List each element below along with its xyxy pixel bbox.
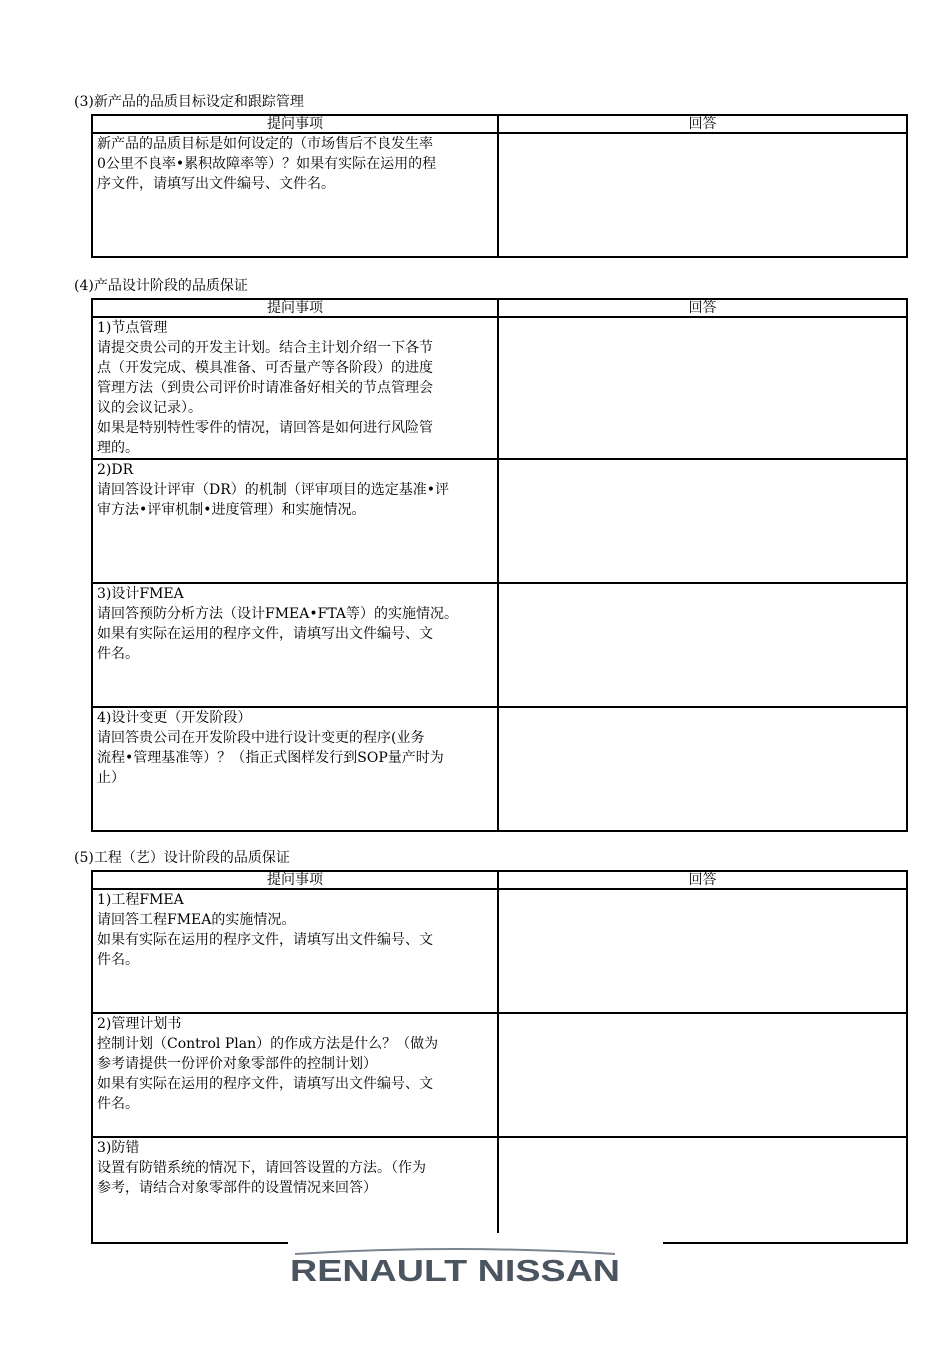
section-title-4: (4)产品设计阶段的品质保证: [74, 278, 248, 294]
question-header: 提问事项: [92, 115, 498, 133]
table-row: [92, 889, 907, 1013]
question-header: 提问事项: [92, 871, 498, 889]
qa-table-3: [91, 114, 908, 258]
table-header-row: [92, 871, 907, 889]
table-header-row: [92, 115, 907, 133]
answer-cell[interactable]: [498, 889, 907, 1013]
table-row: [92, 1013, 907, 1137]
answer-cell[interactable]: [498, 317, 907, 459]
logo-text: RENAULT NISSAN: [290, 1253, 620, 1288]
table-row: [92, 317, 907, 459]
answer-cell[interactable]: [498, 1013, 907, 1137]
answer-cell[interactable]: [498, 1137, 907, 1243]
table-row: [92, 583, 907, 707]
section-title-5: (5)工程（艺）设计阶段的品质保证: [74, 850, 290, 866]
question-header: 提问事项: [92, 299, 498, 317]
question-cell: 1)节点管理 请提交贵公司的开发主计划。结合主计划介绍一下各节 点（开发完成、模具准备、可否量产等各阶段）的进度 管理方法（到贵公司评价时请准备好相关的节点管理会 议的会议记录）。 如果是特别特性零件的情况，请回答是如何进行风险管 理的。: [92, 317, 498, 459]
table-row: [92, 459, 907, 583]
answer-header: 回答: [498, 115, 907, 133]
question-cell: 1)工程FMEA 请回答工程FMEA的实施情况。 如果有实际在运用的程序文件，请填写出文件编号、文 件名。: [92, 889, 498, 1013]
table-row: [92, 707, 907, 831]
answer-header: 回答: [498, 299, 907, 317]
qa-table-5: [91, 870, 908, 1244]
question-cell: 3)防错 设置有防错系统的情况下，请回答设置的方法。（作为 参考，请结合对象零部件的设置情况来回答）: [92, 1137, 498, 1243]
question-cell: 2)管理计划书 控制计划（Control Plan）的作成方法是什么？（做为 参考请提供一份评价对象零部件的控制计划） 如果有实际在运用的程序文件，请填写出文件编号、文 件名。: [92, 1013, 498, 1137]
table-header-row: [92, 299, 907, 317]
answer-cell[interactable]: [498, 133, 907, 257]
question-cell: 2)DR 请回答设计评审（DR）的机制（评审项目的选定基准•评 审方法•评审机制•进度管理）和实施情况。: [92, 459, 498, 583]
answer-cell[interactable]: [498, 707, 907, 831]
answer-cell[interactable]: [498, 459, 907, 583]
table-row: [92, 1137, 907, 1243]
table-row: [92, 133, 907, 257]
qa-table-4: [91, 298, 908, 832]
question-cell: 新产品的品质目标是如何设定的（市场售后不良发生率 0公里不良率•累积故障率等）？如果有实际在运用的程 序文件，请填写出文件编号、文件名。: [92, 133, 498, 257]
answer-cell[interactable]: [498, 583, 907, 707]
section-title-3: (3)新产品的品质目标设定和跟踪管理: [74, 94, 304, 110]
renault-nissan-logo: [285, 1248, 625, 1288]
question-cell: 3)设计FMEA 请回答预防分析方法（设计FMEA•FTA等）的实施情况。 如果有实际在运用的程序文件，请填写出文件编号、文 件名。: [92, 583, 498, 707]
question-cell: 4)设计变更（开发阶段） 请回答贵公司在开发阶段中进行设计变更的程序(业务 流程•管理基准等）？（指正式图样发行到SOP量产时为 止）: [92, 707, 498, 831]
answer-header: 回答: [498, 871, 907, 889]
